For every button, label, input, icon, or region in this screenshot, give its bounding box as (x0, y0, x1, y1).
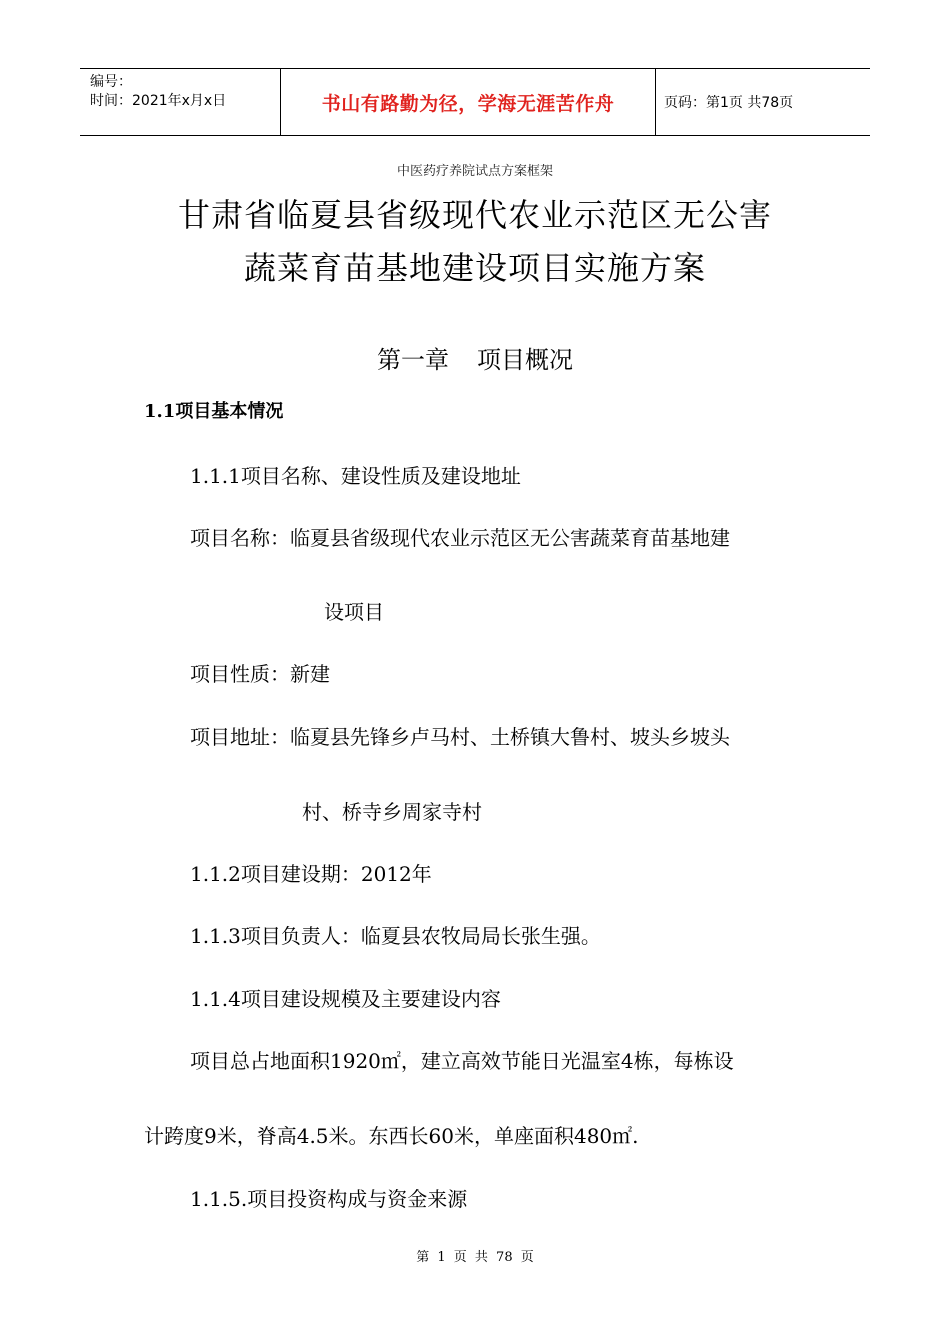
header-page-info: 页码：第1页 共78页 (664, 95, 794, 111)
scale-paragraph-line-2: 计跨度9米，脊高4.5米。东西长60米，单座面积480㎡. (144, 1124, 639, 1148)
document-subtitle: 中医药疗养院试点方案框架 (396, 164, 553, 179)
document-title-line-1: 甘肃省临夏县省级现代农业示范区无公害 (177, 196, 772, 234)
page-footer: 第 1 页 共 78 页 (416, 1250, 534, 1265)
subsection-1-1-2: 1.1.2项目建设期：2012年 (190, 862, 432, 886)
number-label: 编号： (90, 74, 132, 90)
project-address-line-2: 村、桥寺乡周家寺村 (302, 800, 482, 824)
scale-paragraph-line-1: 项目总占地面积1920㎡，建立高效节能日光温室4栋，每栋设 (190, 1049, 734, 1073)
subsection-1-1-3: 1.1.3项目负责人：临夏县农牧局局长张生强。 (190, 924, 601, 948)
chapter-heading (0, 340, 950, 375)
document-header-table (80, 68, 870, 136)
subsection-1-1-5: 1.1.5.项目投资构成与资金来源 (190, 1187, 468, 1211)
project-nature: 项目性质：新建 (190, 662, 330, 686)
project-name-line-2: 设项目 (324, 600, 384, 624)
section-heading-1-1: 1.1项目基本情况 (144, 401, 284, 422)
chapter-number: 第一章 (377, 346, 449, 374)
document-title-line-2: 蔬菜育苗基地建设项目实施方案 (243, 249, 706, 287)
project-address-line-1: 项目地址：临夏县先锋乡卢马村、土桥镇大鲁村、坡头乡坡头 (190, 725, 730, 749)
subsection-1-1-4: 1.1.4项目建设规模及主要建设内容 (190, 987, 501, 1011)
header-motto: 书山有路勤为径，学海无涯苦作舟 (281, 69, 656, 135)
chapter-name: 项目概况 (477, 346, 573, 374)
date-label: 时间：2021年x月x日 (90, 93, 227, 109)
subsection-1-1-1: 1.1.1项目名称、建设性质及建设地址 (190, 464, 521, 488)
header-meta-cell (80, 69, 281, 135)
project-name-line-1: 项目名称：临夏县省级现代农业示范区无公害蔬菜育苗基地建 (190, 526, 730, 550)
